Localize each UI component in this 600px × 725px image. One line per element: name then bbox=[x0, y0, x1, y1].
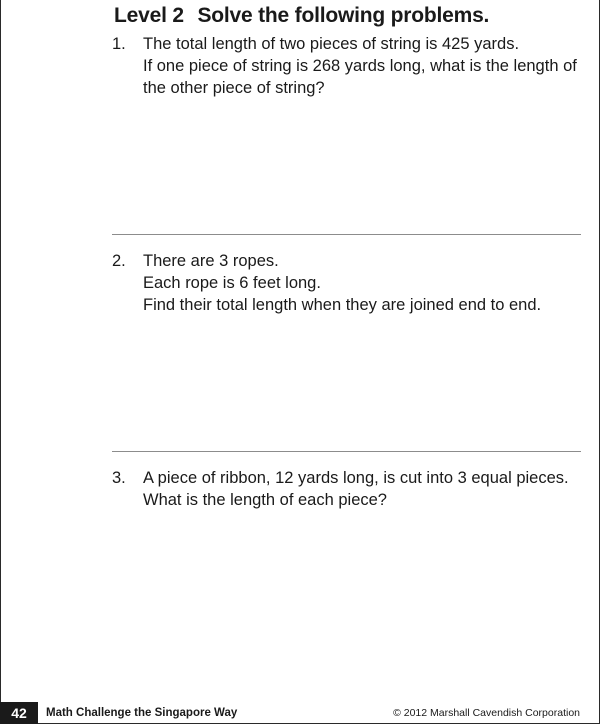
problem-3-line: A piece of ribbon, 12 yards long, is cut into 3 equal pieces. bbox=[143, 469, 569, 487]
answer-space-divider bbox=[112, 234, 581, 235]
problem-1-line: If one piece of string is 268 yards long, what is the length of bbox=[143, 57, 577, 75]
problem-1-line: the other piece of string? bbox=[143, 79, 325, 97]
book-title: Math Challenge the Singapore Way bbox=[46, 707, 238, 719]
problem-2-line: Find their total length when they are joined end to end. bbox=[143, 296, 542, 314]
page-number: 42 bbox=[0, 702, 38, 724]
problem-1-number: 1. bbox=[112, 35, 126, 53]
problem-2-number: 2. bbox=[112, 252, 126, 270]
heading-level: Level 2 bbox=[114, 4, 184, 27]
problem-3-line: What is the length of each piece? bbox=[143, 491, 387, 509]
problem-1-line: The total length of two pieces of string is 425 yards. bbox=[143, 35, 520, 53]
problem-2-line: There are 3 ropes. bbox=[143, 252, 279, 270]
problem-3 bbox=[112, 467, 569, 511]
copyright-notice: © 2012 Marshall Cavendish Corporation bbox=[393, 707, 580, 719]
heading-title: Solve the following problems. bbox=[197, 4, 490, 27]
problem-1 bbox=[112, 33, 577, 99]
page-footer bbox=[0, 702, 598, 724]
page-heading bbox=[114, 4, 489, 28]
problem-2-line: Each rope is 6 feet long. bbox=[143, 274, 321, 292]
answer-space-divider bbox=[112, 451, 581, 452]
problem-2 bbox=[112, 250, 541, 316]
problem-3-number: 3. bbox=[112, 469, 126, 487]
